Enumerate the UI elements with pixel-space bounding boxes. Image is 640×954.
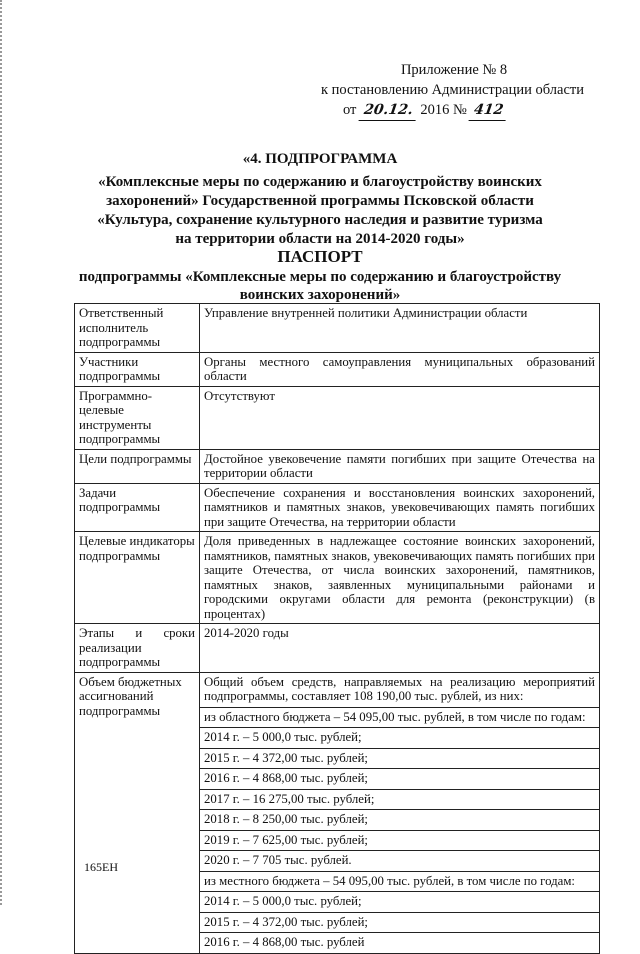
passport-table	[74, 303, 600, 954]
table-row	[75, 624, 600, 673]
handwritten-number: 412	[469, 100, 509, 121]
subprogram-title	[60, 150, 580, 249]
budget-line: 2016 г. – 4 868,00 тыс. рублей;	[200, 768, 599, 789]
table-row	[75, 352, 600, 386]
year-number-label: 2016 №	[420, 102, 467, 118]
row-value: Отсутствуют	[200, 386, 600, 449]
table-row	[75, 449, 600, 483]
budget-line: из местного бюджета – 54 095,00 тыс. рублей, в том числе по годам:	[200, 871, 599, 892]
budget-line: Общий объем средств, направляемых на реализацию мероприятий подпрограммы, составляет 108 190,00 тыс. рублей, из них:	[204, 674, 595, 703]
budget-line: 2015 г. – 4 372,00 тыс. рублей;	[200, 912, 599, 933]
row-value: Доля приведенных в надлежащее состояние воинских захоронений, памятников, памятных знаков, увековечивающих память погибших при защите Отечества, от числа воинских захоронений, памятников, памятных знаков, заявленных муниципальными районами и городскими округами области для ремонта (реконструкции) (в процентах)	[200, 532, 600, 624]
passport-subtitle-1: подпрограммы «Комплексные меры по содержанию и благоустройству	[78, 269, 562, 285]
budget-line: 2018 г. – 8 250,00 тыс. рублей;	[200, 809, 599, 830]
title-line-5: на территории области на 2014-2020 годы»	[175, 231, 465, 247]
table-row	[75, 483, 600, 532]
row-value: Достойное увековечение памяти погибших при защите Отечества на территории области	[200, 449, 600, 483]
table-row	[75, 386, 600, 449]
passport-subtitle-2: воинских захоронений»	[239, 287, 401, 303]
budget-breakdown	[200, 672, 600, 953]
table-row	[75, 304, 600, 353]
budget-line: 2020 г. – 7 705 тыс. рублей.	[200, 850, 599, 871]
passport-heading	[60, 246, 580, 304]
budget-line: 2019 г. – 7 625,00 тыс. рублей;	[200, 830, 599, 851]
row-value: 2014-2020 годы	[200, 624, 600, 673]
row-label: Ответственный исполнитель подпрограммы	[75, 304, 200, 353]
row-label: Цели подпрограммы	[75, 449, 200, 483]
row-label: Участники подпрограммы	[75, 352, 200, 386]
row-value: Обеспечение сохранения и восстановления воинских захоронений, памятников и памятных знаков, увековечивающих память погибших при защите Отечества, на территории области	[200, 483, 600, 532]
scan-edge	[0, 0, 5, 905]
budget-line: из областного бюджета – 54 095,00 тыс. рублей, в том числе по годам:	[200, 707, 599, 728]
budget-line: 2014 г. – 5 000,0 тыс. рублей;	[200, 727, 599, 748]
row-label: Программно-целевые инструменты подпрограммы	[75, 386, 200, 449]
appendix-header	[320, 60, 584, 121]
date-prefix: от	[342, 102, 357, 118]
row-label: Задачи подпрограммы	[75, 483, 200, 532]
budget-line: 2016 г. – 4 868,00 тыс. рублей	[200, 932, 599, 953]
budget-line: 2015 г. – 4 372,00 тыс. рублей;	[200, 748, 599, 769]
row-value: Управление внутренней политики Администрации области	[200, 304, 600, 353]
appendix-decree: к постановлению Администрации области	[320, 82, 584, 98]
row-label: Этапы и сроки реализации подпрограммы	[75, 624, 200, 673]
title-line-3: захоронений» Государственной программы Псковской области	[106, 193, 534, 209]
budget-line: 2014 г. – 5 000,0 тыс. рублей;	[200, 891, 599, 912]
table-row	[75, 672, 600, 953]
row-value: Органы местного самоуправления муниципальных образований области	[200, 352, 600, 386]
row-label: Объем бюджетных ассигнований подпрограммы	[75, 672, 200, 953]
table-row	[75, 532, 600, 624]
passport-title: ПАСПОРТ	[277, 247, 363, 266]
title-line-1: «4. ПОДПРОГРАММА	[242, 151, 398, 167]
document-code: 165ЕН	[84, 860, 118, 874]
appendix-number: Приложение № 8	[400, 62, 508, 78]
budget-line: 2017 г. – 16 275,00 тыс. рублей;	[200, 789, 599, 810]
title-line-2: «Комплексные меры по содержанию и благоустройству воинских	[98, 174, 542, 190]
handwritten-date: 20.12.	[358, 100, 418, 121]
title-line-4: «Культура, сохранение культурного наследия и развитие туризма	[97, 212, 543, 228]
row-label: Целевые индикаторы подпрограммы	[75, 532, 200, 624]
appendix-date-line	[343, 100, 584, 121]
